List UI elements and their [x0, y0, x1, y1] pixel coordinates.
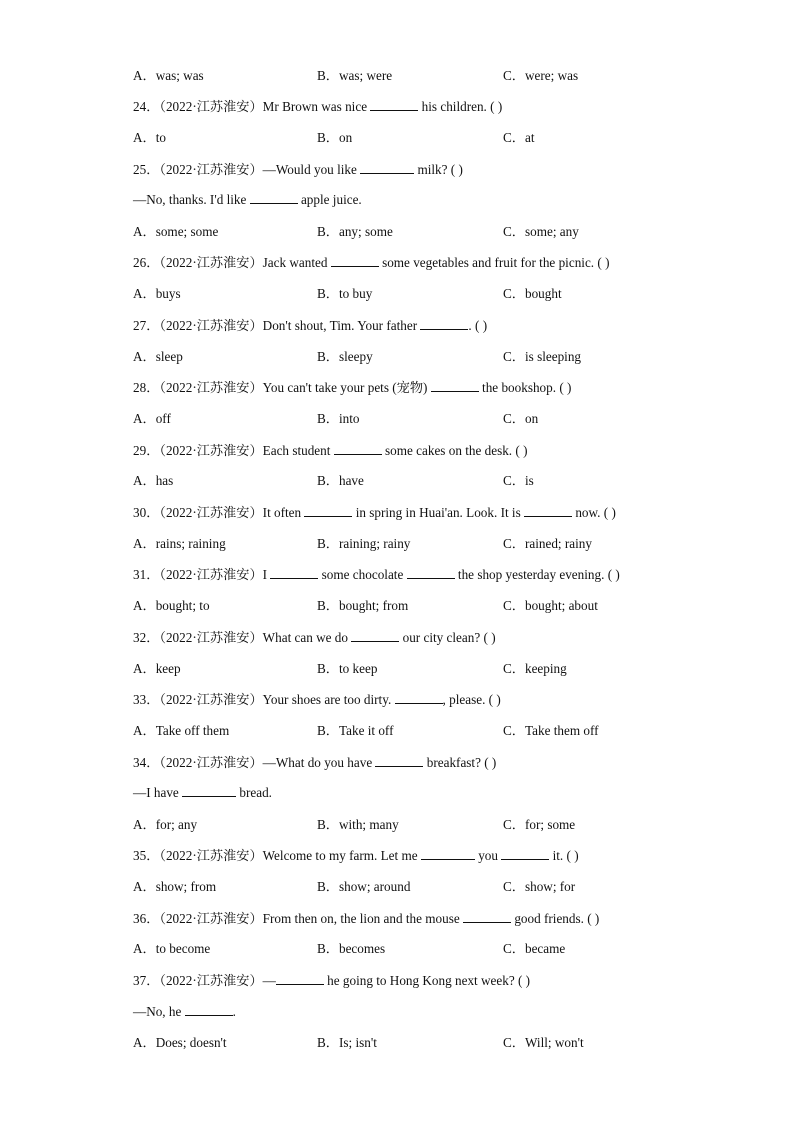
question-text: . — [232, 1004, 236, 1019]
answer-blank — [185, 1003, 233, 1016]
question-35 — [133, 847, 579, 865]
question-34 — [133, 754, 496, 772]
question-source: （2022·江苏淮安） — [159, 380, 263, 395]
answer-blank — [304, 504, 352, 517]
answer-blank — [351, 629, 399, 642]
option-a: A．Does; doesn't — [133, 1035, 227, 1050]
question-source: （2022·江苏淮安） — [159, 911, 263, 926]
question-text: our city clean? ( ) — [399, 630, 496, 645]
answer-blank — [334, 442, 382, 455]
question-text: , please. ( ) — [442, 692, 501, 707]
question-source: （2022·江苏淮安） — [159, 255, 263, 270]
question-text: the shop yesterday evening. ( ) — [454, 567, 620, 582]
question-text: Don't shout, Tim. Your father — [262, 318, 421, 333]
answer-blank — [501, 847, 549, 860]
option-a: A．keep — [133, 661, 181, 676]
option-a: A．to become — [133, 941, 211, 956]
question-text: in spring in Huai'an. Look. It is — [352, 505, 525, 520]
option-c: C．Take them off — [503, 723, 599, 738]
option-b: B．have — [317, 473, 364, 488]
answer-blank — [431, 379, 479, 392]
question-number: 26． — [133, 255, 160, 270]
question-28 — [133, 379, 571, 397]
question-text: some chocolate — [318, 567, 407, 582]
question-number: 24． — [133, 99, 160, 114]
answer-blank — [407, 566, 455, 579]
answer-blank — [331, 254, 379, 267]
question-source: （2022·江苏淮安） — [159, 848, 263, 863]
option-c: C．became — [503, 941, 566, 956]
question-number: 31． — [133, 567, 160, 582]
question-text: Mr Brown was nice — [262, 99, 371, 114]
answer-blank — [420, 317, 468, 330]
option-b: B．to buy — [317, 286, 373, 301]
question-text: You can't take your pets (宠物) — [262, 380, 431, 395]
question-source: （2022·江苏淮安） — [159, 567, 263, 582]
question-29 — [133, 442, 527, 460]
question-31 — [133, 566, 620, 584]
question-text: It often — [262, 505, 305, 520]
answer-blank — [370, 98, 418, 111]
answer-blank — [182, 784, 236, 797]
option-c: C．is — [503, 473, 534, 488]
option-b: B．with; many — [317, 817, 399, 832]
answer-blank — [421, 847, 475, 860]
answer-blank — [270, 566, 318, 579]
answer-blank — [276, 972, 324, 985]
option-c: C．Will; won't — [503, 1035, 584, 1050]
question-source: （2022·江苏淮安） — [159, 318, 263, 333]
option-b: B．into — [317, 411, 360, 426]
question-text: Each student — [262, 443, 334, 458]
option-a: A．off — [133, 411, 171, 426]
question-text: . ( ) — [468, 318, 488, 333]
option-b: B．becomes — [317, 941, 386, 956]
question-text: Welcome to my farm. Let me — [262, 848, 421, 863]
question-text: Jack wanted — [262, 255, 331, 270]
question-text: the bookshop. ( ) — [478, 380, 572, 395]
option-c: C．keeping — [503, 661, 567, 676]
option-a: A．for; any — [133, 817, 198, 832]
option-c: C．for; some — [503, 817, 576, 832]
question-text: — — [262, 973, 276, 988]
option-a: A．to — [133, 130, 166, 145]
question-text: breakfast? ( ) — [423, 755, 497, 770]
question-text: he going to Hong Kong next week? ( ) — [323, 973, 531, 988]
option-c: C．rained; rainy — [503, 536, 592, 551]
option-b: B．Take it off — [317, 723, 394, 738]
option-a: A．bought; to — [133, 598, 210, 613]
question-text: —Would you like — [262, 162, 361, 177]
option-a: A．Take off them — [133, 723, 230, 738]
option-c: C．bought; about — [503, 598, 598, 613]
option-c: C．show; for — [503, 879, 576, 894]
question-text: What can we do — [262, 630, 352, 645]
question-34-line-2 — [133, 784, 272, 802]
question-30 — [133, 504, 616, 522]
option-a: A．buys — [133, 286, 181, 301]
question-text: some cakes on the desk. ( ) — [381, 443, 528, 458]
question-26 — [133, 254, 609, 272]
question-source: （2022·江苏淮安） — [159, 443, 263, 458]
answer-blank — [375, 754, 423, 767]
question-text: —No, he — [133, 1004, 185, 1019]
question-number: 35． — [133, 848, 160, 863]
question-number: 27． — [133, 318, 160, 333]
question-number: 33． — [133, 692, 160, 707]
question-25-line-2 — [133, 191, 362, 209]
option-a: A．has — [133, 473, 174, 488]
question-text: his children. ( ) — [418, 99, 503, 114]
question-32 — [133, 629, 496, 647]
question-text: I — [262, 567, 271, 582]
question-source: （2022·江苏淮安） — [159, 505, 263, 520]
option-a: A．rains; raining — [133, 536, 226, 551]
question-text: Your shoes are too dirty. — [262, 692, 395, 707]
answer-blank — [463, 910, 511, 923]
option-c: C．bought — [503, 286, 562, 301]
question-source: （2022·江苏淮安） — [159, 99, 263, 114]
option-a: A．show; from — [133, 879, 217, 894]
question-source: （2022·江苏淮安） — [159, 630, 263, 645]
answer-blank — [395, 691, 443, 704]
question-33 — [133, 691, 501, 709]
question-source: （2022·江苏淮安） — [159, 755, 263, 770]
option-c: C．were; was — [503, 68, 579, 83]
question-text: —What do you have — [262, 755, 376, 770]
question-text: milk? ( ) — [414, 162, 463, 177]
option-c: C．on — [503, 411, 539, 426]
option-b: B．to keep — [317, 661, 378, 676]
question-text: you — [474, 848, 502, 863]
question-text: apple juice. — [297, 192, 362, 207]
option-a: A．was; was — [133, 68, 204, 83]
question-27 — [133, 317, 487, 335]
question-number: 25． — [133, 162, 160, 177]
question-text: now. ( ) — [572, 505, 616, 520]
question-text: it. ( ) — [549, 848, 579, 863]
option-a: A．sleep — [133, 349, 183, 364]
question-number: 29． — [133, 443, 160, 458]
answer-blank — [524, 504, 572, 517]
question-source: （2022·江苏淮安） — [159, 692, 263, 707]
option-b: B．show; around — [317, 879, 411, 894]
question-number: 32． — [133, 630, 160, 645]
question-number: 37． — [133, 973, 160, 988]
option-c: C．is sleeping — [503, 349, 582, 364]
question-source: （2022·江苏淮安） — [159, 162, 263, 177]
option-b: B．was; were — [317, 68, 393, 83]
question-text: From then on, the lion and the mouse — [262, 911, 464, 926]
option-b: B．sleepy — [317, 349, 373, 364]
question-text: bread. — [236, 785, 272, 800]
answer-blank — [360, 161, 414, 174]
question-number: 28． — [133, 380, 160, 395]
option-b: B．any; some — [317, 224, 393, 239]
question-37-line-2 — [133, 1003, 236, 1021]
question-36 — [133, 910, 599, 928]
option-b: B．bought; from — [317, 598, 409, 613]
question-number: 34． — [133, 755, 160, 770]
question-text: good friends. ( ) — [511, 911, 600, 926]
question-24 — [133, 98, 502, 116]
question-source: （2022·江苏淮安） — [159, 973, 263, 988]
option-a: A．some; some — [133, 224, 219, 239]
question-37 — [133, 972, 530, 990]
option-b: B．on — [317, 130, 353, 145]
option-c: C．at — [503, 130, 535, 145]
question-number: 30． — [133, 505, 160, 520]
option-c: C．some; any — [503, 224, 579, 239]
question-25 — [133, 161, 463, 179]
option-b: B．raining; rainy — [317, 536, 411, 551]
question-text: some vegetables and fruit for the picnic. ( ) — [378, 255, 610, 270]
question-text: —No, thanks. I'd like — [133, 192, 250, 207]
question-text: —I have — [133, 785, 183, 800]
question-number: 36． — [133, 911, 160, 926]
answer-blank — [250, 191, 298, 204]
option-b: B．Is; isn't — [317, 1035, 377, 1050]
